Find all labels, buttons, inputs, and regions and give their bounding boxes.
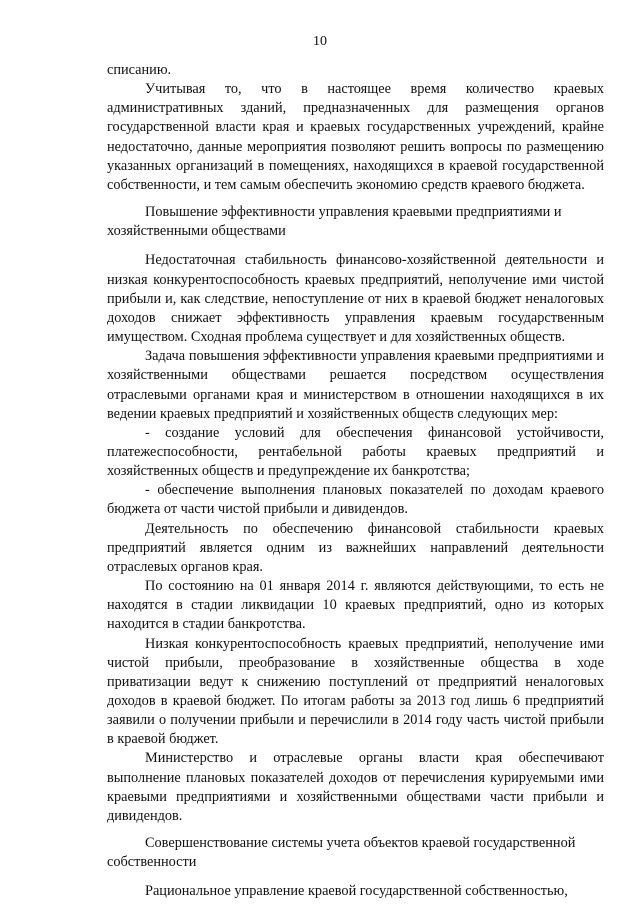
paragraph: Низкая конкурентоспособность краевых предприятий, неполучение ими чистой прибыли, преобразование в хозяйственные общества в ходе приватизации ведут к снижению поступлений от предприятий неналоговых доходов в краевой бюджет. По итогам работы за 2013 год лишь 6 предприятий заявили о получении прибыли и перечислили в 2014 году часть чистой прибыли в краевой бюджет. [107,635,604,748]
paragraph: Рациональное управление краевой государственной собственностью, [145,883,568,900]
paragraph-continuation: списанию. [107,62,172,78]
list-item: - создание условий для обеспечения финансовой устойчивости, платежеспособности, рентабельной работы краевых предприятий и хозяйственных обществ и предупреждение их банкротства; [107,424,604,480]
paragraph: Учитывая то, что в настоящее время количество краевых административных зданий, предназначенных для размещения органов государственной власти края и краевых государственных учреждений, крайне недостаточно, данные мероприятия позволяют решить вопросы по размещению указанных организаций в помещениях, находящихся в краевой государственной собственности, и тем самым обеспечить экономию средств краевого бюджета. [107,81,604,193]
paragraph: Министерство и отраслевые органы власти края обеспечивают выполнение плановых показателей доходов от перечисления курируемыми ими краевыми предприятиями и хозяйственными обществами части прибыли и дивидендов. [107,750,604,824]
page-number: 10 [313,34,327,49]
paragraph: Недостаточная стабильность финансово-хозяйственной деятельности и низкая конкурентоспособность краевых предприятий, неполучение ими чистой прибыли и, как следствие, непоступление от них в краевой бюджет неналоговых доходов снижает эффективность управления краевым государственным имуществом. Сходная проблема существует и для хозяйственных обществ. [107,252,604,346]
paragraph: Деятельность по обеспечению финансовой стабильности краевых предприятий является одним из важнейших направлений деятельности отраслевых органов края. [107,520,604,575]
section-heading: Совершенствование системы учета объектов краевой государственной собственности [107,835,576,871]
paragraph: Задача повышения эффективности управления краевыми предприятиями и хозяйственными обществами решается посредством осуществления отраслевыми органами края и министерством в отношении находящихся в их ведении краевых предприятий и хозяйственных обществ следующих мер: [107,348,604,422]
section-heading: Повышение эффективности управления краевыми предприятиями и хозяйственными обществами [107,204,562,240]
list-item: - обеспечение выполнения плановых показателей по доходам краевого бюджета от части чистой прибыли и дивидендов. [107,482,604,518]
document-body [107,61,604,902]
paragraph: По состоянию на 01 января 2014 г. являются действующими, то есть не находятся в стадии ликвидации 10 краевых предприятий, одно из которых находится в стадии банкротства. [107,578,604,633]
